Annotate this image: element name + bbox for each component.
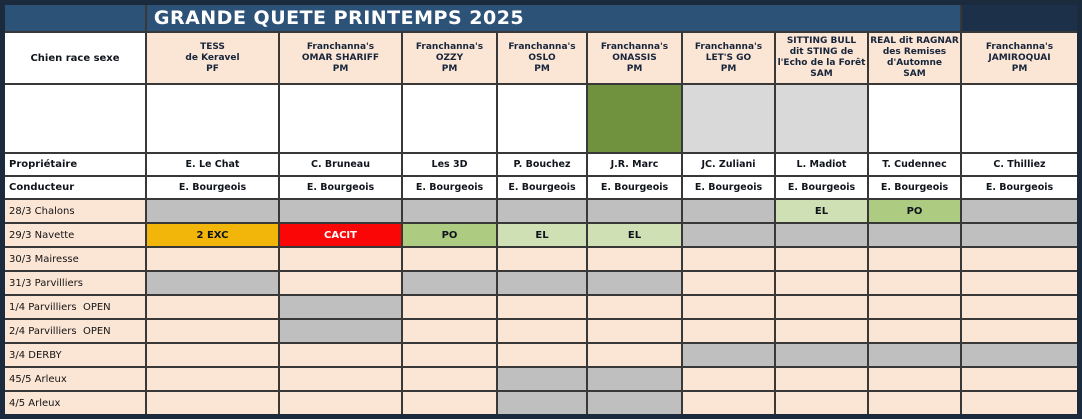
result-cell[interactable] — [498, 296, 586, 318]
result-cell[interactable] — [147, 224, 278, 246]
dog-name-line: PM — [332, 63, 349, 74]
dog-name-line: Franchanna's — [306, 41, 375, 52]
handler-name: E. Bourgeois — [600, 182, 669, 193]
dog-header-cell[interactable] — [147, 33, 278, 83]
result-value: PO — [441, 229, 458, 241]
result-cell[interactable] — [588, 248, 681, 270]
owner-cell[interactable] — [498, 154, 586, 175]
result-cell[interactable] — [403, 296, 496, 318]
owner-name: C. Thilliez — [993, 159, 1046, 170]
dog-header-cell[interactable] — [588, 33, 681, 83]
dog-name-line: SAM — [903, 69, 926, 79]
dog-photo-cell[interactable] — [280, 85, 401, 152]
result-cell[interactable] — [683, 248, 774, 270]
spreadsheet-grid — [5, 5, 1077, 414]
corner-header-label: Chien race sexe — [30, 52, 120, 64]
result-cell[interactable] — [776, 272, 867, 294]
result-value: CACIT — [324, 229, 357, 241]
event-label: 31/3 Parvilliers — [9, 277, 83, 289]
result-cell[interactable] — [962, 368, 1077, 390]
dog-name-line: PF — [206, 63, 219, 74]
handler-cell[interactable] — [962, 177, 1077, 198]
result-cell[interactable] — [962, 344, 1077, 366]
handler-cell[interactable] — [280, 177, 401, 198]
title-bar-cell — [147, 5, 960, 31]
dog-name-line: de Keravel — [185, 52, 240, 63]
dog-name-line: LET'S GO — [705, 52, 752, 63]
result-cell[interactable] — [683, 200, 774, 222]
owner-cell[interactable] — [147, 154, 278, 175]
result-cell[interactable] — [280, 368, 401, 390]
result-cell[interactable] — [962, 296, 1077, 318]
event-label-cell[interactable] — [5, 344, 145, 366]
owner-cell[interactable] — [962, 154, 1077, 175]
result-cell[interactable] — [403, 368, 496, 390]
title-bar-corner-cell — [962, 5, 1077, 31]
result-cell[interactable] — [869, 200, 960, 222]
result-cell[interactable] — [683, 224, 774, 246]
event-label: 29/3 Navette — [9, 229, 75, 241]
dog-name-line: dit STING de — [789, 47, 854, 57]
dog-name-line: OMAR SHARIFF — [301, 52, 380, 63]
sheet-title: GRANDE QUETE PRINTEMPS 2025 — [153, 7, 525, 29]
result-cell[interactable] — [869, 344, 960, 366]
result-cell[interactable] — [147, 368, 278, 390]
dog-name-line: l'Echo de la Forêt — [777, 58, 866, 68]
result-cell[interactable] — [147, 200, 278, 222]
result-cell[interactable] — [498, 320, 586, 342]
dog-header-cell[interactable] — [683, 33, 774, 83]
result-cell[interactable] — [498, 392, 586, 414]
result-cell[interactable] — [683, 320, 774, 342]
dog-name-line: PM — [534, 63, 550, 74]
result-cell[interactable] — [147, 248, 278, 270]
event-label-cell[interactable] — [5, 272, 145, 294]
event-label: 1/4 Parvilliers OPEN — [9, 301, 111, 313]
result-cell[interactable] — [962, 392, 1077, 414]
dog-photo-cell[interactable] — [403, 85, 496, 152]
dog-header-cell[interactable] — [403, 33, 496, 83]
result-value: EL — [814, 205, 829, 217]
owner-name: P. Bouchez — [513, 159, 571, 170]
dog-name-line: Franchanna's — [600, 41, 669, 52]
result-cell[interactable] — [588, 200, 681, 222]
handler-cell[interactable] — [869, 177, 960, 198]
event-label: 2/4 Parvilliers OPEN — [9, 325, 111, 337]
dog-photo-cell[interactable] — [962, 85, 1077, 152]
dog-photo-cell[interactable] — [147, 85, 278, 152]
handler-cell[interactable] — [498, 177, 586, 198]
owner-cell[interactable] — [869, 154, 960, 175]
owner-name: J.R. Marc — [610, 159, 659, 170]
handler-name: E. Bourgeois — [415, 182, 484, 193]
dog-name-line: SITTING BULL — [786, 36, 857, 46]
result-cell[interactable] — [403, 320, 496, 342]
result-cell[interactable] — [280, 200, 401, 222]
dog-header-cell[interactable] — [280, 33, 401, 83]
result-cell[interactable] — [280, 248, 401, 270]
dog-name-line: Franchanna's — [415, 41, 484, 52]
result-cell[interactable] — [588, 224, 681, 246]
result-cell[interactable] — [683, 392, 774, 414]
dog-name-line: OZZY — [435, 52, 464, 63]
dog-name-line: des Remises — [882, 47, 947, 57]
result-cell[interactable] — [280, 344, 401, 366]
owner-cell[interactable] — [776, 154, 867, 175]
handler-cell[interactable] — [776, 177, 867, 198]
result-cell[interactable] — [962, 200, 1077, 222]
handler-cell[interactable] — [683, 177, 774, 198]
result-value: EL — [535, 229, 549, 241]
result-cell[interactable] — [403, 224, 496, 246]
result-cell[interactable] — [962, 248, 1077, 270]
result-cell[interactable] — [280, 296, 401, 318]
handler-name: E. Bourgeois — [985, 182, 1054, 193]
result-cell[interactable] — [588, 392, 681, 414]
result-cell[interactable] — [498, 272, 586, 294]
result-value: PO — [906, 205, 923, 217]
result-cell[interactable] — [683, 344, 774, 366]
dog-header-cell[interactable] — [869, 33, 960, 83]
event-label: 30/3 Mairesse — [9, 253, 79, 265]
event-label: 45/5 Arleux — [9, 373, 67, 385]
result-cell[interactable] — [776, 392, 867, 414]
title-bar-left-cell — [5, 5, 145, 31]
event-label-cell[interactable] — [5, 296, 145, 318]
result-cell[interactable] — [869, 224, 960, 246]
result-cell[interactable] — [683, 368, 774, 390]
handler-name: E. Bourgeois — [508, 182, 576, 193]
result-cell[interactable] — [280, 320, 401, 342]
owner-row-label-cell[interactable] — [5, 154, 145, 175]
owner-name: T. Cudennec — [882, 159, 947, 170]
dog-name-line: d'Automne — [887, 58, 942, 68]
owner-name: C. Bruneau — [311, 159, 370, 170]
result-cell[interactable] — [280, 224, 401, 246]
result-cell[interactable] — [869, 272, 960, 294]
dog-name-line: ONASSIS — [612, 52, 657, 63]
result-cell[interactable] — [962, 224, 1077, 246]
handler-row-label-cell[interactable] — [5, 177, 145, 198]
result-cell[interactable] — [498, 248, 586, 270]
event-label: 3/4 DERBY — [9, 349, 62, 361]
owner-cell[interactable] — [588, 154, 681, 175]
event-label-cell[interactable] — [5, 200, 145, 222]
owner-cell[interactable] — [280, 154, 401, 175]
handler-name: E. Bourgeois — [178, 182, 247, 193]
result-cell[interactable] — [776, 200, 867, 222]
result-cell[interactable] — [588, 344, 681, 366]
result-cell[interactable] — [280, 272, 401, 294]
event-label: 28/3 Chalons — [9, 205, 75, 217]
owner-name: E. Le Chat — [185, 159, 240, 170]
event-label-cell[interactable] — [5, 248, 145, 270]
handler-name: E. Bourgeois — [787, 182, 856, 193]
owner-cell[interactable] — [403, 154, 496, 175]
result-cell[interactable] — [776, 368, 867, 390]
handler-name: E. Bourgeois — [880, 182, 949, 193]
dog-name-line: PM — [626, 63, 643, 74]
result-cell[interactable] — [147, 392, 278, 414]
dog-name-line: PM — [720, 63, 737, 74]
event-label-cell[interactable] — [5, 224, 145, 246]
handler-row-label: Conducteur — [9, 182, 75, 193]
result-cell[interactable] — [498, 200, 586, 222]
result-value: 2 EXC — [196, 229, 229, 241]
owner-name: JC. Zuliani — [701, 159, 756, 170]
dog-photo-cell[interactable] — [498, 85, 586, 152]
result-cell[interactable] — [683, 296, 774, 318]
result-cell[interactable] — [869, 248, 960, 270]
result-cell[interactable] — [498, 368, 586, 390]
result-cell[interactable] — [403, 200, 496, 222]
dog-header-cell[interactable] — [776, 33, 867, 83]
result-cell[interactable] — [962, 272, 1077, 294]
dog-name-line: REAL dit RAGNAR — [870, 36, 959, 46]
owner-cell[interactable] — [683, 154, 774, 175]
result-cell[interactable] — [147, 272, 278, 294]
result-cell[interactable] — [147, 320, 278, 342]
result-cell[interactable] — [776, 296, 867, 318]
event-label: 4/5 Arleux — [9, 397, 61, 409]
dog-name-line: TESS — [200, 41, 225, 52]
event-label-cell[interactable] — [5, 320, 145, 342]
result-cell[interactable] — [588, 368, 681, 390]
dog-name-line: Franchanna's — [508, 41, 576, 52]
result-cell[interactable] — [147, 296, 278, 318]
result-cell[interactable] — [776, 248, 867, 270]
dog-photo-cell[interactable] — [776, 85, 867, 152]
event-label-cell[interactable] — [5, 368, 145, 390]
event-label-cell[interactable] — [5, 392, 145, 414]
handler-name: E. Bourgeois — [306, 182, 375, 193]
dog-name-line: PM — [1011, 63, 1028, 74]
owner-name: L. Madiot — [796, 159, 847, 170]
dog-header-cell[interactable] — [962, 33, 1077, 83]
result-cell[interactable] — [869, 392, 960, 414]
owner-name: Les 3D — [431, 159, 468, 170]
dog-photo-cell[interactable] — [588, 85, 681, 152]
dog-name-line: JAMIROQUAI — [988, 52, 1051, 63]
result-cell[interactable] — [280, 392, 401, 414]
result-cell[interactable] — [869, 368, 960, 390]
dog-name-line: Franchanna's — [694, 41, 763, 52]
dog-header-cell[interactable] — [498, 33, 586, 83]
handler-name: E. Bourgeois — [694, 182, 763, 193]
result-cell[interactable] — [683, 272, 774, 294]
dog-name-line: Franchanna's — [985, 41, 1054, 52]
result-cell[interactable] — [403, 392, 496, 414]
handler-cell[interactable] — [403, 177, 496, 198]
owner-row-label: Propriétaire — [9, 159, 78, 170]
result-cell[interactable] — [776, 344, 867, 366]
result-cell[interactable] — [403, 272, 496, 294]
dog-photo-cell[interactable] — [683, 85, 774, 152]
result-cell[interactable] — [588, 296, 681, 318]
dog-name-line: PM — [441, 63, 458, 74]
handler-cell[interactable] — [588, 177, 681, 198]
result-cell[interactable] — [776, 224, 867, 246]
result-cell[interactable] — [869, 296, 960, 318]
result-value: EL — [627, 229, 642, 241]
result-cell[interactable] — [588, 272, 681, 294]
corner-header-cell[interactable] — [5, 33, 145, 83]
result-cell[interactable] — [588, 320, 681, 342]
handler-cell[interactable] — [147, 177, 278, 198]
result-cell[interactable] — [147, 344, 278, 366]
result-cell[interactable] — [776, 320, 867, 342]
result-cell[interactable] — [498, 224, 586, 246]
result-cell[interactable] — [869, 320, 960, 342]
dog-name-line: OSLO — [528, 52, 556, 63]
result-cell[interactable] — [403, 248, 496, 270]
photo-row-label-cell[interactable] — [5, 85, 145, 152]
result-cell[interactable] — [962, 320, 1077, 342]
dog-name-line: SAM — [810, 69, 833, 79]
result-cell[interactable] — [403, 344, 496, 366]
result-cell[interactable] — [498, 344, 586, 366]
dog-photo-cell[interactable] — [869, 85, 960, 152]
